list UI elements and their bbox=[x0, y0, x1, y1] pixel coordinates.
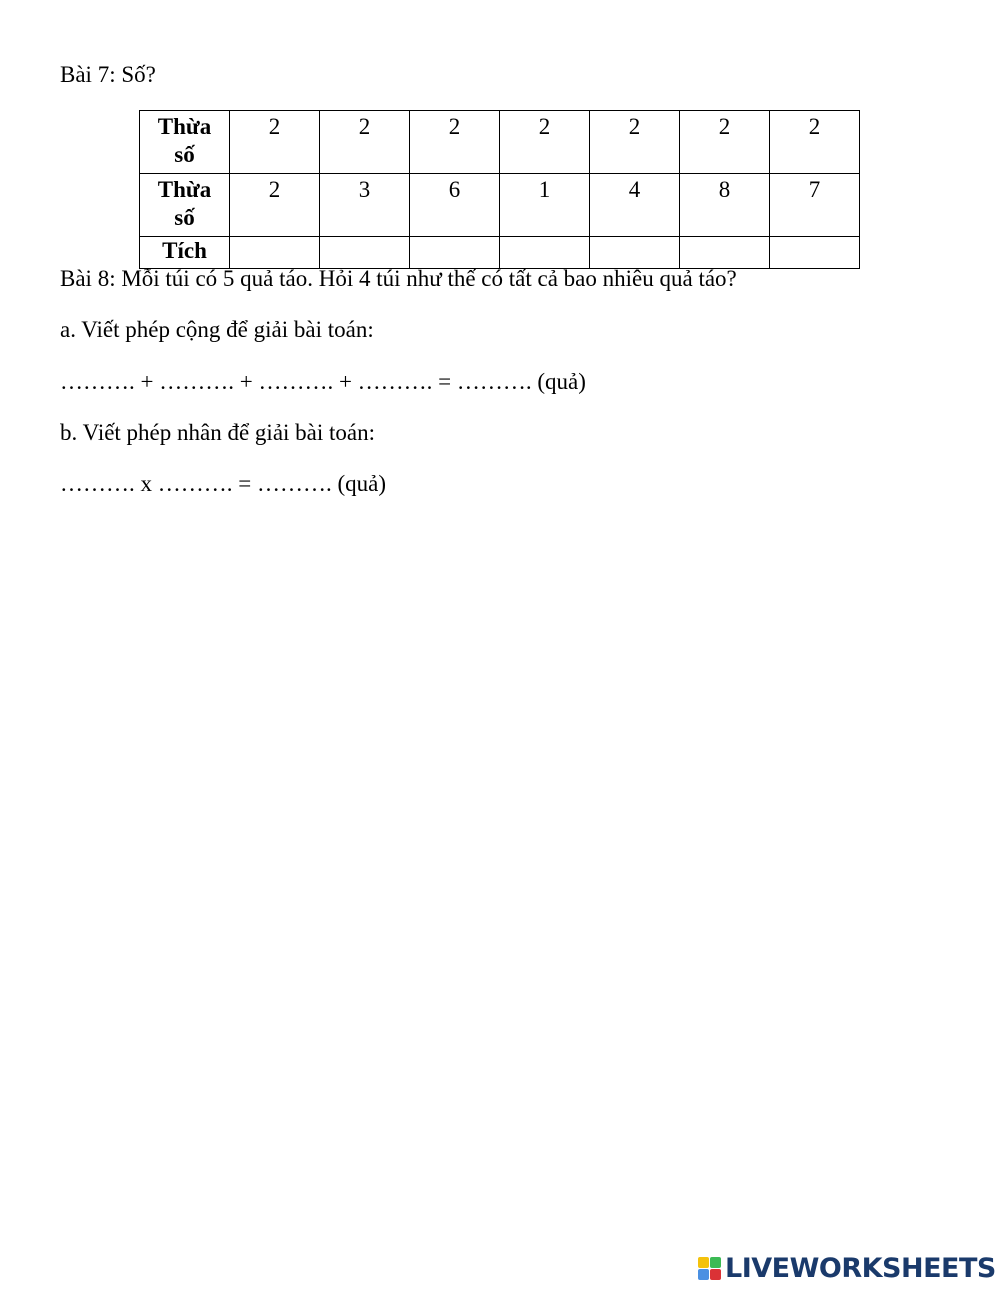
exercise-7-title: Bài 7: Số? bbox=[60, 62, 156, 87]
part-a-answer-line[interactable]: ………. + ………. + ………. + ………. = ………. (quả) bbox=[60, 369, 586, 394]
row-header-line: số bbox=[174, 205, 195, 230]
table-cell: 2 bbox=[500, 111, 590, 174]
row-header bbox=[140, 237, 230, 269]
table-cell: 1 bbox=[500, 174, 590, 237]
logo-icon bbox=[698, 1257, 721, 1280]
logo-square bbox=[698, 1257, 709, 1268]
answer-cell[interactable] bbox=[320, 237, 410, 269]
row-header-line: Thừa bbox=[157, 177, 212, 202]
table-cell: 2 bbox=[680, 111, 770, 174]
logo-text: LIVEWORKSHEETS bbox=[725, 1253, 996, 1284]
answer-cell[interactable] bbox=[590, 237, 680, 269]
table-cell: 8 bbox=[680, 174, 770, 237]
logo-square bbox=[698, 1269, 709, 1280]
table-cell: 2 bbox=[230, 174, 320, 237]
table-cell: 2 bbox=[230, 111, 320, 174]
table-row bbox=[140, 174, 860, 237]
row-header bbox=[140, 174, 230, 237]
table-cell: 2 bbox=[410, 111, 500, 174]
table-cell: 2 bbox=[590, 111, 680, 174]
table-cell: 3 bbox=[320, 174, 410, 237]
answer-cell[interactable] bbox=[680, 237, 770, 269]
part-b-instruction: b. Viết phép nhân để giải bài toán: bbox=[60, 420, 376, 445]
answer-cell[interactable] bbox=[770, 237, 860, 269]
answer-cell[interactable] bbox=[410, 237, 500, 269]
part-b-answer-line[interactable]: ………. x ………. = ………. (quả) bbox=[60, 471, 386, 496]
table-row bbox=[140, 111, 860, 174]
multiplication-table bbox=[139, 110, 860, 269]
answer-cell[interactable] bbox=[500, 237, 590, 269]
part-a-instruction: a. Viết phép cộng để giải bài toán: bbox=[60, 317, 374, 342]
logo-square bbox=[710, 1257, 721, 1268]
liveworksheets-logo bbox=[698, 1253, 996, 1284]
answer-cell[interactable] bbox=[230, 237, 320, 269]
table-cell: 2 bbox=[770, 111, 860, 174]
row-header bbox=[140, 111, 230, 174]
row-header-line: Thừa bbox=[157, 114, 212, 139]
table-cell: 7 bbox=[770, 174, 860, 237]
table-row bbox=[140, 237, 860, 269]
table-cell: 2 bbox=[320, 111, 410, 174]
table-cell: 4 bbox=[590, 174, 680, 237]
row-header-line: số bbox=[174, 142, 195, 167]
table-cell: 6 bbox=[410, 174, 500, 237]
exercise-8-title: Bài 8: Mỗi túi có 5 quả táo. Hỏi 4 túi như thế có tất cả bao nhiêu quả táo? bbox=[60, 266, 737, 291]
logo-square bbox=[710, 1269, 721, 1280]
row-header-line: Tích bbox=[162, 238, 207, 263]
